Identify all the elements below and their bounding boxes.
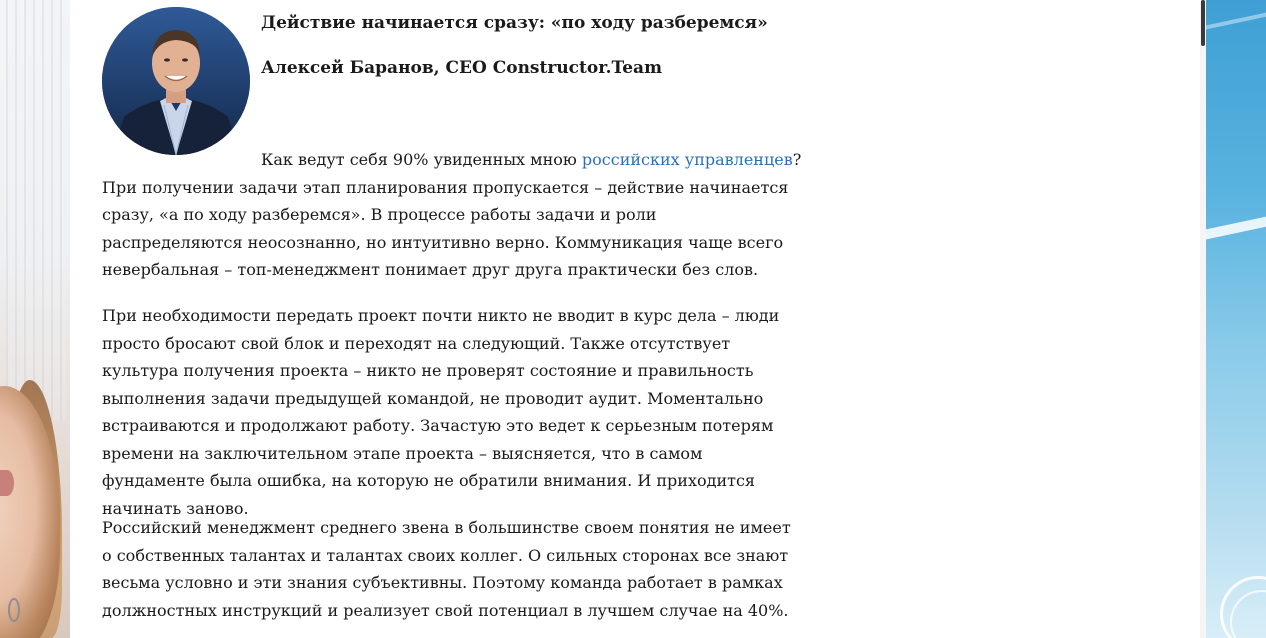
paragraph-1-body: ? При получении задачи этап планирования пропускается – действие начинается сразу, «а по ходу разберемся». В процессе работы задачи и роли распределяются неосознанно, но интуитивно верно. Коммуникация чаще всего невербальная – топ-менеджмент понимает друг друга практически без слов. bbox=[102, 150, 802, 279]
russian-managers-link[interactable]: российских управленцев bbox=[581, 150, 793, 169]
paragraph-3: Российский менеджмент среднего звена в большинстве своем понятия не имеет о собственных талантах и талантах своих коллег. О сильных сторонах все знают весьма условно и эти знания субъективны. Поэтому команда работает в рамках должностных инструкций и реализует свой потенциал в лучшем случае на 40%. bbox=[102, 518, 791, 620]
section-heading: Действие начинается сразу: «по ходу разберемся» bbox=[261, 13, 768, 33]
background-right-decor bbox=[1206, 0, 1266, 638]
background-streak bbox=[1206, 7, 1266, 34]
scrollbar-track[interactable] bbox=[1200, 0, 1206, 638]
paragraph-1-lead: Как ведут себя 90% увиденных мною bbox=[261, 150, 582, 169]
paragraph-1 bbox=[102, 146, 802, 284]
background-streak bbox=[1206, 211, 1266, 244]
background-earring bbox=[8, 598, 20, 622]
author-name: Алексей Баранов, CEO Constructor.Team bbox=[261, 58, 663, 78]
author-avatar bbox=[102, 7, 250, 155]
background-building bbox=[6, 0, 66, 420]
background-lips bbox=[0, 470, 14, 496]
background-left-photo bbox=[0, 0, 70, 638]
scrollbar-thumb[interactable] bbox=[1201, 0, 1205, 46]
paragraph-2: При необходимости передать проект почти никто не вводит в курс дела – люди просто бросают свой блок и переходят на следующий. Также отсутствует культура получения проекта – никто не проверят состояние и правильность выполнения задачи предыдущей командой, не проводит аудит. Моментально встраиваются и продолжают работу. Зачастую это ведет к серьезным потерям времени на заключительном этапе проекта – выясняется, что в самом фундаменте была ошибка, на которую не обратили внимания. И приходится начинать заново. bbox=[102, 306, 780, 518]
author-portrait bbox=[102, 7, 250, 155]
